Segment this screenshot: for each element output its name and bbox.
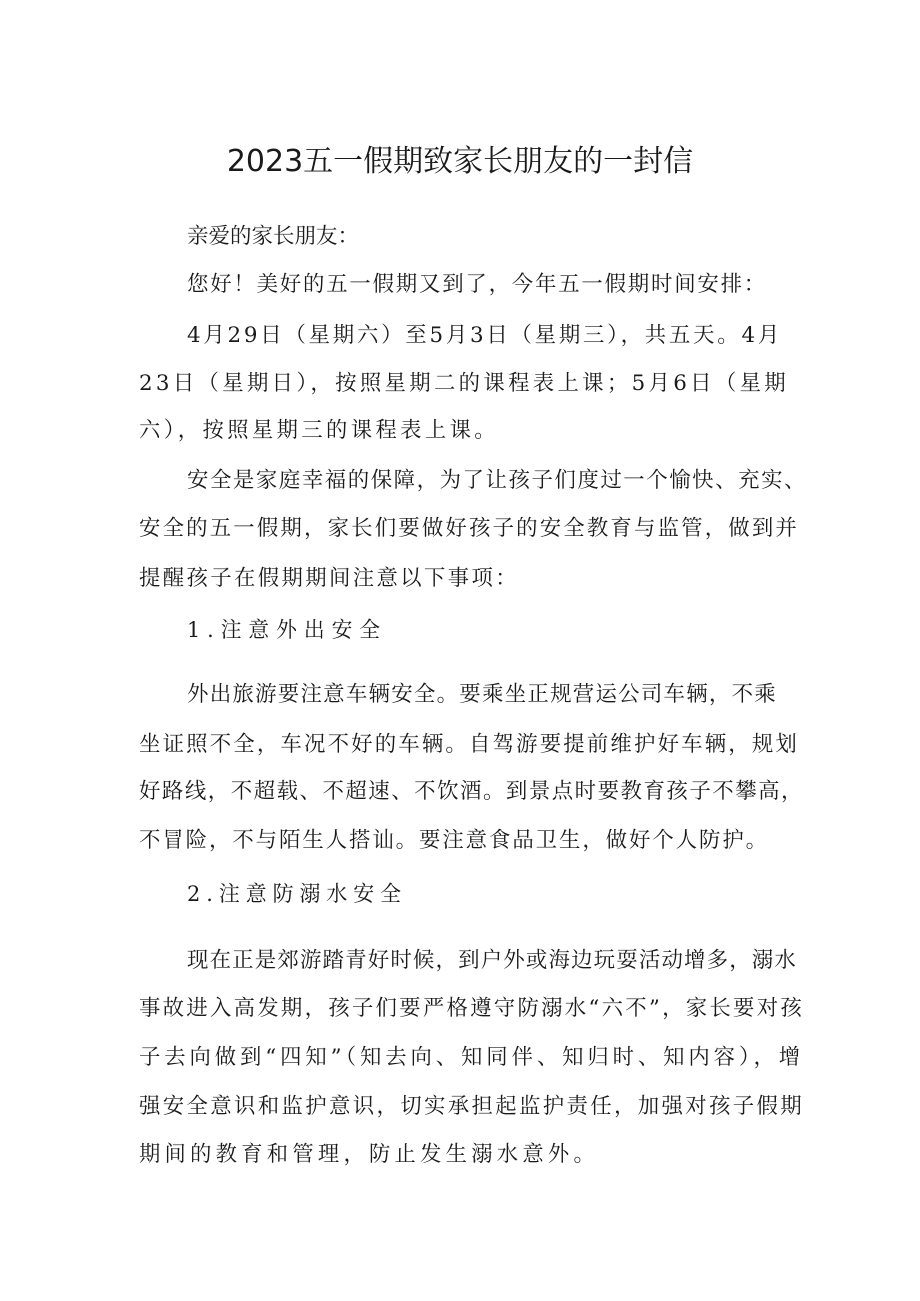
paragraph-line: 安全的五一假期，家长们要做好孩子的安全教育与监管，做到并 <box>139 516 799 541</box>
letter-title: 2023五一假期致家长朋友的一封信 <box>226 144 694 179</box>
paragraph-line: 您好！美好的五一假期又到了，今年五一假期时间安排： <box>187 272 767 297</box>
paragraph-line: 事故进入高发期，孩子们要严格遵守防溺水“六不”，家长要对孩 <box>139 996 804 1021</box>
paragraph-line: 4月29日（星期六）至5月3日（星期三），共五天。4月 <box>187 323 782 348</box>
section-heading: 2.注意防溺水安全 <box>187 882 407 907</box>
paragraph-line: 不冒险，不与陌生人搭讪。要注意食品卫生，做好个人防护。 <box>139 828 769 853</box>
paragraph-line: 现在正是郊游踏青好时候，到户外或海边玩耍活动增多，溺水 <box>187 948 797 973</box>
paragraph-line: 期间的教育和管理，防止发生溺水意外。 <box>139 1142 599 1167</box>
paragraph-line: 坐证照不全，车况不好的车辆。自驾游要提前维护好车辆，规划 <box>139 732 799 757</box>
paragraph-line: 子去向做到“四知”（知去向、知同伴、知归时、知内容），增 <box>139 1045 804 1070</box>
greeting: 亲爱的家长朋友： <box>187 224 360 249</box>
paragraph-line: 外出旅游要注意车辆安全。要乘坐正规营运公司车辆，不乘 <box>187 682 777 707</box>
section-heading: 1.注意外出安全 <box>187 618 387 643</box>
paragraph-line: 安全是家庭幸福的保障，为了让孩子们度过一个愉快、充实、 <box>187 468 807 493</box>
paragraph-line: 23日（星期日），按照星期二的课程表上课；5月6日（星期 <box>139 371 789 396</box>
paragraph-line: 提醒孩子在假期期间注意以下事项： <box>139 566 519 591</box>
paragraph-line: 好路线，不超载、不超速、不饮酒。到景点时要教育孩子不攀高， <box>139 779 804 804</box>
paragraph-line: 强安全意识和监护意识，切实承担起监护责任，加强对孩子假期 <box>139 1094 804 1119</box>
paragraph-line: 六），按照星期三的课程表上课。 <box>139 418 499 443</box>
